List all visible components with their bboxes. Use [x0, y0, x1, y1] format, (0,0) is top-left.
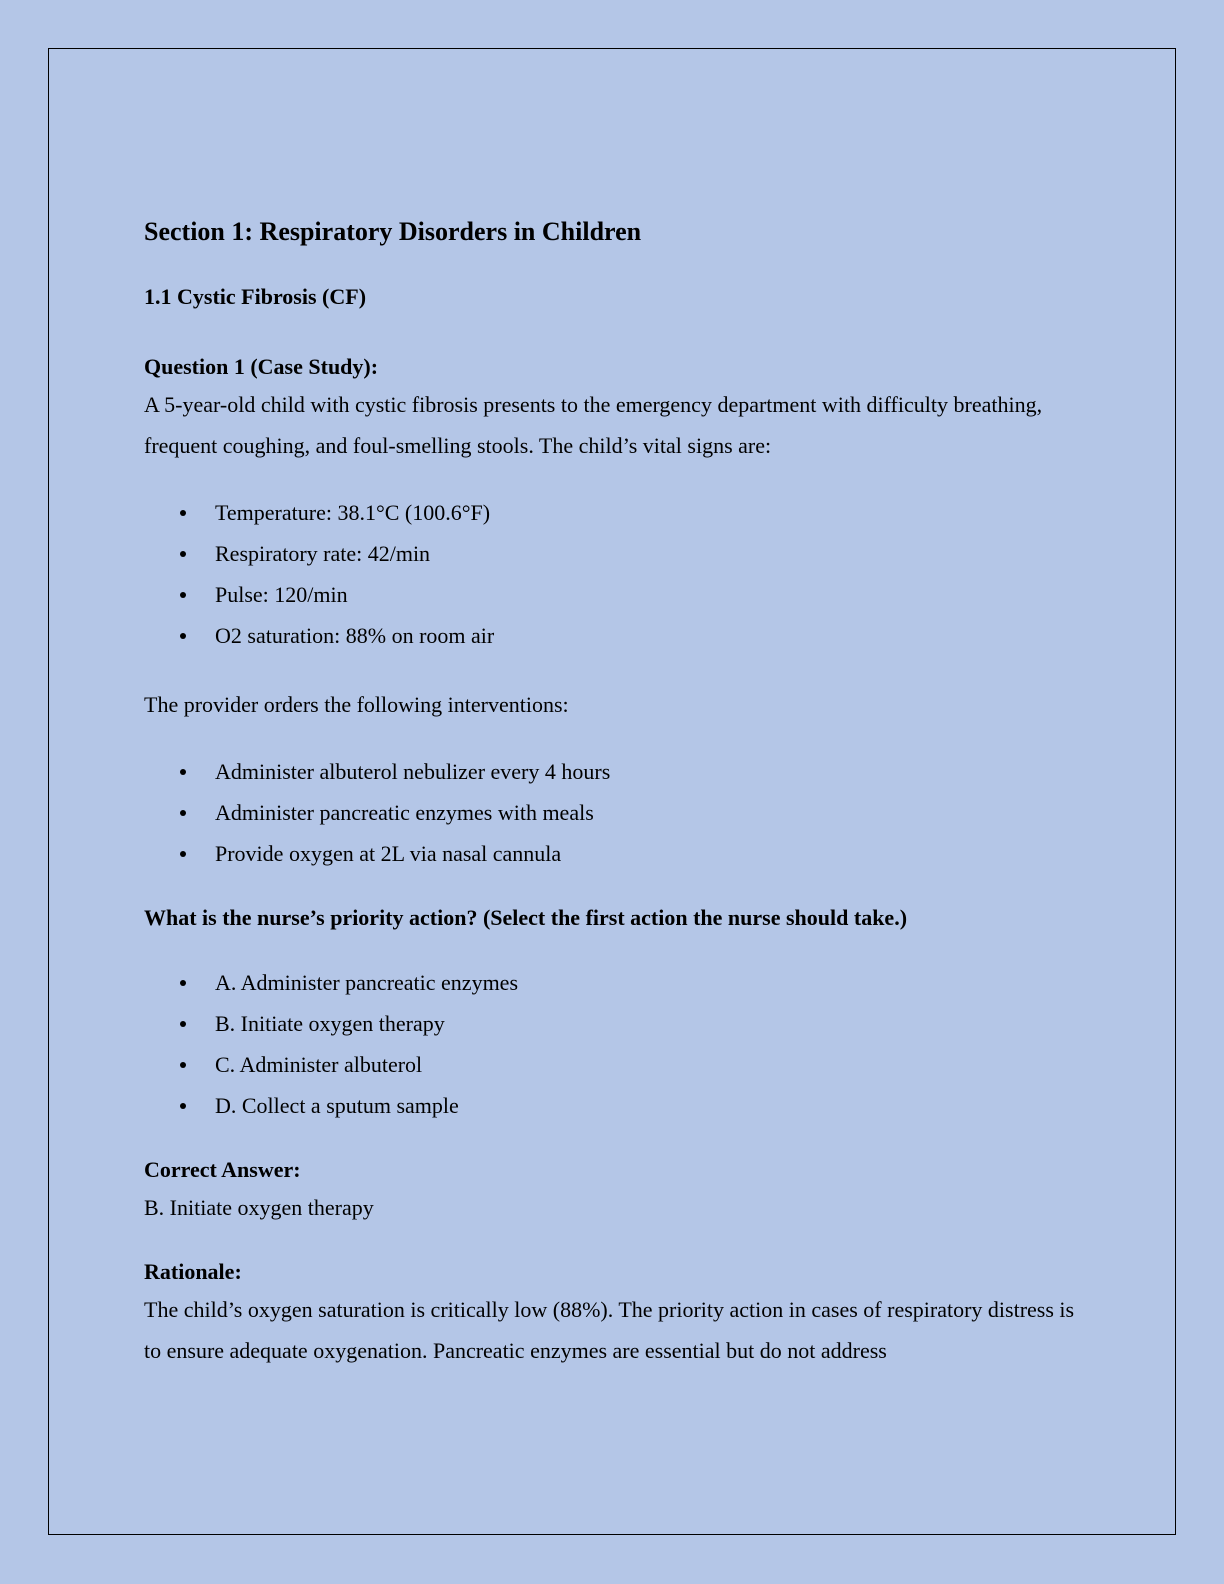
document-content: [144, 214, 1084, 1371]
answer-label: Correct Answer:: [144, 1156, 301, 1182]
order-text: Administer pancreatic enzymes with meals: [215, 800, 594, 826]
bullet-icon: [180, 633, 186, 639]
vital-text: O2 saturation: 88% on room air: [215, 623, 495, 649]
subsection-title: 1.1 Cystic Fibrosis (CF): [144, 284, 367, 310]
option-text: D. Collect a sputum sample: [215, 1092, 459, 1118]
bullet-icon: [180, 1062, 186, 1068]
vitals-list: [144, 492, 1084, 656]
orders-intro: The provider orders the following interventions:: [144, 692, 569, 718]
bullet-icon: [180, 769, 186, 775]
bullet-icon: [180, 551, 186, 557]
bullet-icon: [180, 980, 186, 986]
list-item: [144, 574, 1084, 615]
list-item: [144, 615, 1084, 656]
option-text: B. Initiate oxygen therapy: [215, 1010, 445, 1036]
order-text: Provide oxygen at 2L via nasal cannula: [215, 841, 562, 867]
order-text: Administer albuterol nebulizer every 4 hours: [215, 759, 611, 785]
options-list: [144, 962, 1084, 1126]
list-item: [144, 1085, 1084, 1126]
bullet-icon: [180, 592, 186, 598]
bullet-icon: [180, 1021, 186, 1027]
question-stem: A 5-year-old child with cystic fibrosis presents to the emergency department with difficulty breathing, frequent coughing, and foul-smelling stools. The child’s vital signs are:: [144, 392, 1043, 459]
list-item: [144, 533, 1084, 574]
vital-text: Respiratory rate: 42/min: [215, 541, 431, 567]
list-item: [144, 833, 1084, 874]
question-label: Question 1 (Case Study):: [144, 354, 379, 380]
section-title: Section 1: Respiratory Disorders in Children: [144, 217, 642, 246]
bullet-icon: [180, 1103, 186, 1109]
list-item: [144, 492, 1084, 533]
question-prompt: What is the nurse’s priority action? (Select the first action the nurse should take.): [144, 905, 908, 931]
list-item: [144, 751, 1084, 792]
vital-text: Pulse: 120/min: [215, 582, 348, 608]
option-text: A. Administer pancreatic enzymes: [215, 969, 519, 995]
orders-list: [144, 751, 1084, 874]
bullet-icon: [180, 810, 186, 816]
option-text: C. Administer albuterol: [215, 1051, 423, 1077]
bullet-icon: [180, 851, 186, 857]
bullet-icon: [180, 510, 186, 516]
list-item: [144, 962, 1084, 1003]
list-item: [144, 1044, 1084, 1085]
answer-value: B. Initiate oxygen therapy: [144, 1194, 374, 1220]
rationale-label: Rationale:: [144, 1258, 242, 1284]
vital-text: Temperature: 38.1°C (100.6°F): [215, 500, 491, 526]
list-item: [144, 1003, 1084, 1044]
rationale-text: The child’s oxygen saturation is critically low (88%). The priority action in cases of respiratory distress is to ensure adequate oxygenation. Pancreatic enzymes are essential but do not address: [144, 1296, 1075, 1363]
list-item: [144, 792, 1084, 833]
